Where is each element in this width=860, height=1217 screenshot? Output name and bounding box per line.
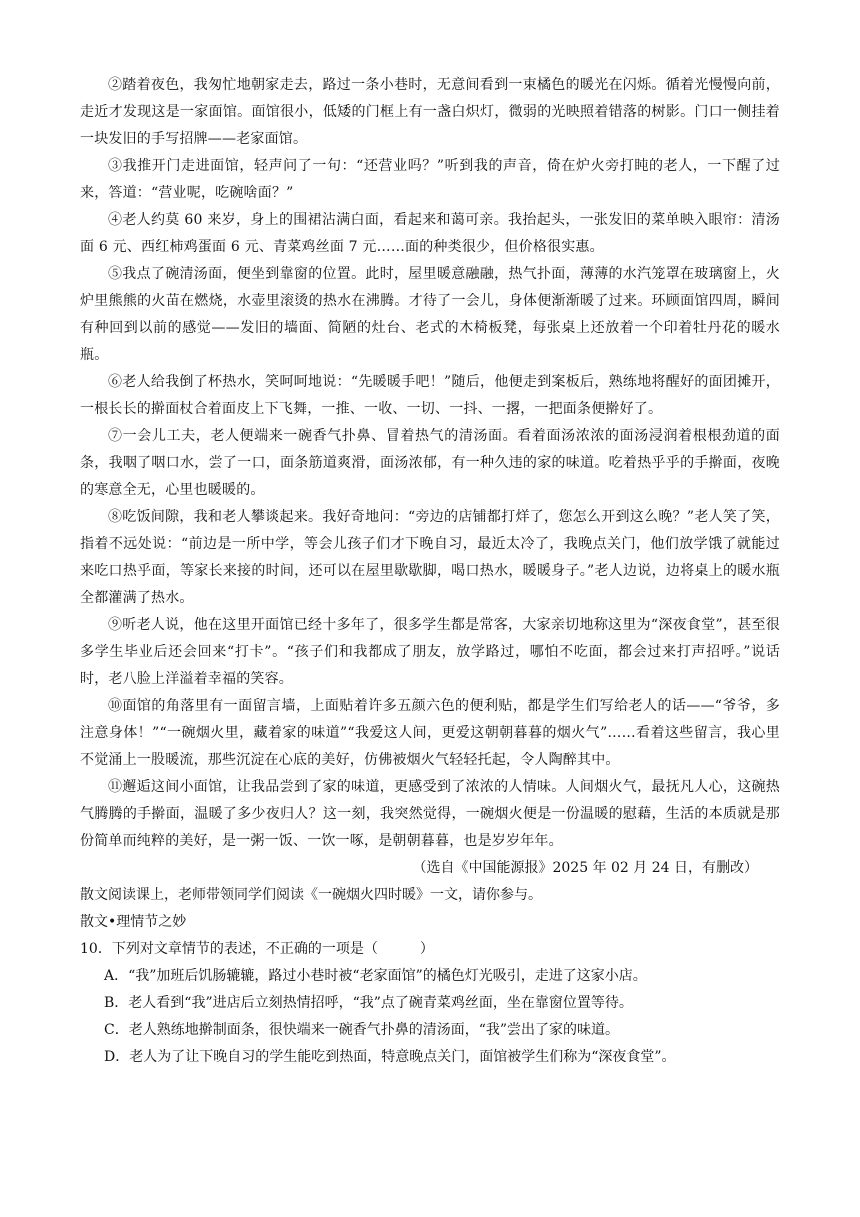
paragraph-8: ⑧吃饭间隙，我和老人攀谈起来。我好奇地问：“旁边的店铺都打烊了，您怎么开到这么晚？”老人笑了笑，指着不远处说：“前边是一所中学，等会儿孩子们才下晚自习，最近太冷了，我晚点关门，他们放学饿了就能过来吃口热乎面，等家长来接的时间，还可以在屋里歇歇脚，喝口热水，暖暖身子。”老人边说，边将桌上的暖水瓶全都灌满了热水。 xyxy=(80,509,780,606)
paragraph-4: ④老人约莫 60 来岁，身上的围裙沾满白面，看起来和蔼可亲。我抬起头，一张发旧的菜单映入眼帘：清汤面 6 元、西红柿鸡蛋面 6 元、青菜鸡丝面 7 元……面的种类很少，但价格很实惠。 xyxy=(80,212,780,255)
paragraph-6: ⑥老人给我倒了杯热水，笑呵呵地说：“先暖暖手吧！”随后，他便走到案板后，熟练地将醒好的面团摊开，一根长长的擀面杖合着面皮上下飞舞，一推、一收、一切、一抖、一撂，一把面条便擀好了。 xyxy=(80,374,780,417)
option-d[interactable]: D．老人为了让下晚自习的学生能吃到热面，特意晚点关门，面馆被学生们称为“深夜食堂”。 xyxy=(104,1049,676,1065)
paragraph-3: ③我推开门走进面馆，轻声问了一句：“还营业吗？”听到我的声音，倚在炉火旁打盹的老人，一下醒了过来，答道：“营业呢，吃碗啥面？” xyxy=(80,158,780,201)
paragraph-9: ⑨听老人说，他在这里开面馆已经十多年了，很多学生都是常客，大家亲切地称这里为“深夜食堂”，甚至很多学生毕业后还会回来“打卡”。“孩子们和我都成了朋友，放学路过，哪怕不吃面，都会过来打声招呼。”说话时，老八脸上洋溢着幸福的笑容。 xyxy=(80,617,780,687)
option-c[interactable]: C．老人熟练地擀制面条，很快端来一碗香气扑鼻的清汤面，“我”尝出了家的味道。 xyxy=(104,1022,620,1038)
paragraph-2: ②踏着夜色，我匆忙地朝家走去，路过一条小巷时，无意间看到一束橘色的暖光在闪烁。循着光慢慢向前，走近才发现这是一家面馆。面馆很小，低矮的门框上有一盏白炽灯，微弱的光映照着错落的树影。门口一侧挂着一块发旧的手写招牌——老家面馆。 xyxy=(80,77,780,147)
paragraph-11: ⑪邂逅这间小面馆，让我品尝到了家的味道，更感受到了浓浓的人情味。人间烟火气，最抚凡人心，这碗热气腾腾的手擀面，温暖了多少夜归人？这一刻，我突然觉得，一碗烟火便是一份温暖的慰藉，生活的本质就是那份简单而纯粹的美好，是一粥一饭、一饮一啄，是朝朝暮暮，也是岁岁年年。 xyxy=(80,779,780,849)
reading-intro: 散文阅读课上，老师带领同学们阅读《一碗烟火四时暖》一文，请你参与。 xyxy=(80,887,542,903)
option-b[interactable]: B．老人看到“我”进店后立刻热情招呼，“我”点了碗青菜鸡丝面，坐在靠窗位置等待。 xyxy=(104,995,633,1011)
question-stem: 10．下列对文章情节的表述，不正确的一项是（ ） xyxy=(80,941,434,957)
paragraph-5: ⑤我点了碗清汤面，便坐到靠窗的位置。此时，屋里暖意融融，热气扑面，薄薄的水汽笼罩在玻璃窗上，火炉里熊熊的火苗在燃烧，水壶里滚烫的热水在沸腾。才待了一会儿，身体便渐渐暖了过来。环顾面馆四周，瞬间有种回到以前的感觉——发旧的墙面、简陋的灶台、老式的木椅板凳，每张桌上还放着一个印着牡丹花的暖水瓶。 xyxy=(80,266,780,363)
paragraph-7: ⑦一会儿工夫，老人便端来一碗香气扑鼻、冒着热气的清汤面。看着面汤浓浓的面汤浸润着根根劲道的面条，我咽了咽口水，尝了一口，面条筋道爽滑，面汤浓郁，有一种久违的家的味道。吃着热乎乎的手擀面，夜晚的寒意全无，心里也暖暖的。 xyxy=(80,428,780,498)
paragraph-10: ⑩面馆的角落里有一面留言墙，上面贴着许多五颜六色的便利贴，都是学生们写给老人的话——“爷爷，多注意身体！”“一碗烟火里，藏着家的味道”“我爱这人间，更爱这朝朝暮暮的烟火气”……看着这些留言，我心里不觉涌上一股暖流，那些沉淀在心底的美好，仿佛被烟火气轻轻托起，令人陶醉其中。 xyxy=(80,698,780,768)
section-heading: 散文•理情节之妙 xyxy=(80,914,187,930)
source-citation: （选自《中国能源报》2025 年 02 月 24 日，有删改） xyxy=(412,860,758,876)
option-a[interactable]: A．“我”加班后饥肠辘辘，路过小巷时被“老家面馆”的橘色灯光吸引，走进了这家小店。 xyxy=(104,968,647,984)
